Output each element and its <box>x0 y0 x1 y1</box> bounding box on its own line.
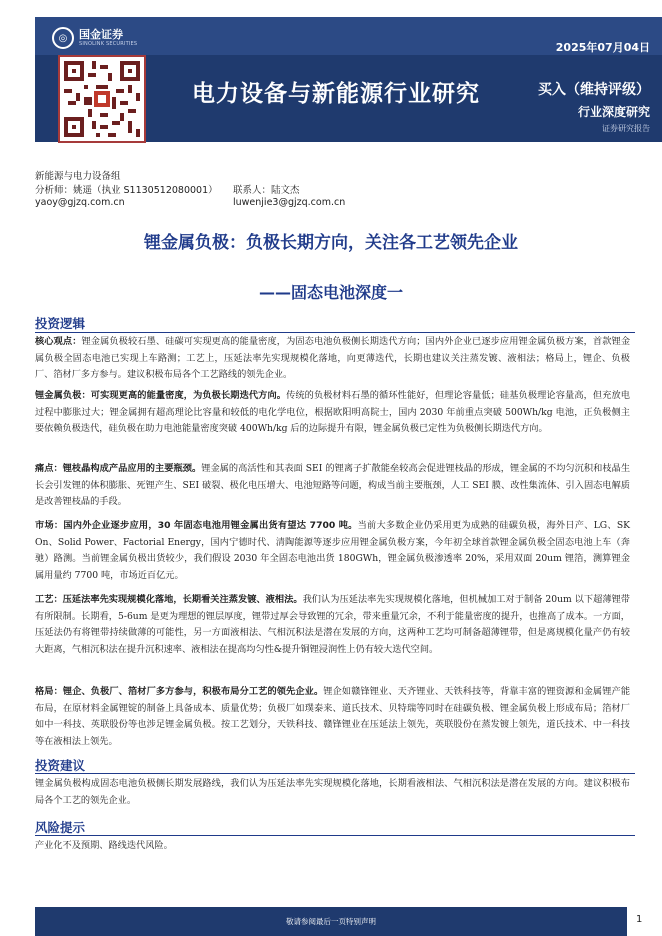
paragraph-body: 锂金属负极较石墨、硅碳可实现更高的能量密度，为固态电池负极侧长期迭代方向；国内外企业已逐步应用锂金属负极方案，首款锂金属负极全固态电池已实现上车路测；工艺上，压延法率先实现规模化落地，向更薄迭代，长期也建议关注蒸发镀、液相法；格局上，锂企、负极厂、箔材厂多方参与。建议积极布局各个工艺路线的领先企业。 <box>35 336 631 380</box>
sinolink-logo-icon: ◎ <box>52 27 74 49</box>
paragraph-body: 我们认为压延法率先实现规模化落地，但机械加工对于制备 20um 以下超薄锂带有所限制。长期看，5-6um 是更为理想的锂层厚度，锂带过厚会导致锂的冗余，带来重量冗余，不利于能量密度的提升，也推高了成本。一方面，压延法仍有将锂带持续做薄的可能性，另一方面液相法、气相沉积法是潜在发展的方向，这两种工艺均可制备超薄锂带，但是离规模化量产仍有较大距离，气相沉积法在提升沉积速率、液相法在提高均匀性&提升铜锂浸润性上仍有较大迭代空间。 <box>35 594 630 655</box>
paragraph-process <box>35 592 630 658</box>
paragraph-lead: 工艺：压延法率先实现规模化落地，长期看关注蒸发镀、液相法。 <box>35 594 303 605</box>
paragraph-core-view <box>35 334 630 384</box>
section-divider <box>35 332 635 333</box>
section-heading-logic: 投资逻辑 <box>35 316 86 331</box>
paragraph-lead: 市场：国内外企业逐步应用，30 年固态电池用锂金属出货有望达 7700 吨。 <box>35 520 358 531</box>
paragraph-lead: 锂金属负极：可实现更高的能量密度，为负极长期迭代方向。 <box>35 390 287 401</box>
report-date: 2025年07月04日 <box>555 41 650 54</box>
analyst-email[interactable]: yaoy@gjzq.com.cn <box>35 197 125 208</box>
paragraph-body: 当前大多数企业仍采用更为成熟的硅碳负极，海外日产、LG、SK On、Solid Power、Factorial Energy，国内宁德时代、清陶能源等逐步应用锂金属负极方案，今年初全球首款锂金属负极全固态电池上车（奔驰）路测。当前锂金属负极出货较少，我们假设 2030 年全固态电池出货 180GWh，锂金属负极渗透率 20%，采用双面 20um 锂箔，测算锂金属用量约 7700 吨，市场近百亿元。 <box>35 520 630 581</box>
paragraph-lead: 格局：锂企、负极厂、箔材厂多方参与，积极布局分工艺的领先企业。 <box>35 686 324 697</box>
paragraph-body: 传统的负极材料石墨的循环性能好，但理论容量低；硅基负极理论容量高，但充放电过程中膨胀过大；锂金属拥有超高理论比容量和较低的电化学电位，根据欧阳明高院士，国内 2030 年前重点突破 500Wh/kg 电池，正负极侧主要依赖负极迭代，硅负极在助力电池能量密度突破 400Wh/kg 后的边际提升有限，锂金属负极已定性为负极侧长期迭代方向。 <box>35 390 630 434</box>
paragraph-advice: 锂金属负极构成固态电池负极侧长期发展路线，我们认为压延法率先实现规模化落地，长期看液相法、气相沉积法是潜在发展的方向。建议积极布局各个工艺的领先企业。 <box>35 778 630 806</box>
section-heading-advice: 投资建议 <box>35 758 86 773</box>
footer-disclaimer[interactable]: 敬请参阅最后一页特别声明 <box>286 917 376 926</box>
analyst-info: 分析师：姚遥（执业 S1130512080001） <box>35 185 218 196</box>
section-divider <box>35 773 635 774</box>
report-main-title: 锂金属负极：负极长期方向，关注各工艺领先企业 <box>144 233 518 253</box>
paragraph-risk: 产业化不及预期、路线迭代风险。 <box>35 840 173 851</box>
contact-email[interactable]: luwenjie3@gjzq.com.cn <box>233 197 346 208</box>
paragraph-lead: 痛点：锂枝晶构成产品应用的主要瓶颈。 <box>35 463 202 474</box>
report-type: 行业深度研究 <box>577 105 650 119</box>
report-header <box>35 17 662 142</box>
brand-logo <box>52 27 137 49</box>
brand-name-en: SINOLINK SECURITIES <box>79 40 138 47</box>
paragraph-body: 锂金属的高活性和其表面 SEI 的锂离子扩散能垒较高会促进锂枝晶的形成，锂金属的不均匀沉积和枝晶生长会引发锂的体积膨胀、死锂产生、SEI 破裂、极化电压增大、电池短路等问题，构成当前主要瓶颈，人工 SEI 膜、改性集流体、引入固态电解质是改善锂枝晶的手段。 <box>35 463 631 507</box>
section-heading-risk: 风险提示 <box>35 820 86 835</box>
contact-info: 联系人：陆文杰 <box>233 185 300 196</box>
report-subtitle: ——固态电池深度一 <box>258 283 403 302</box>
report-subtype: 证券研究报告 <box>602 124 650 133</box>
section-divider <box>35 835 635 836</box>
qr-code-icon <box>58 55 146 143</box>
rating-badge: 买入（维持评级） <box>538 82 650 98</box>
page-number: 1 <box>636 914 643 925</box>
paragraph-lithium-anode <box>35 388 630 438</box>
paragraph-body: 锂企如赣锋锂业、天齐锂业、天铁科技等，背靠丰富的锂资源和金属锂产能布局，在原材料金属锂锭的制备上具备成本、质量优势；负极厂如璞泰来、道氏技术、贝特瑞等同时在硅碳负极、锂金属负极上形成布局；箔材厂如中一科技、英联股份等也涉足锂金属负极。按工艺划分，天铁科技、赣锋锂业在压延法上领先，英联股份在蒸发镀上领先，道氏技术、中一科技等在液相法上领先。 <box>35 686 631 747</box>
page-footer <box>35 907 627 936</box>
paragraph-lead: 核心观点： <box>35 336 82 347</box>
paragraph-landscape <box>35 684 630 750</box>
paragraph-pain-points <box>35 461 630 511</box>
author-group: 新能源与电力设备组 <box>35 171 121 182</box>
paragraph-market <box>35 518 630 584</box>
report-category-title: 电力设备与新能源行业研究 <box>192 81 480 107</box>
brand-name: 国金证券 <box>79 27 123 41</box>
